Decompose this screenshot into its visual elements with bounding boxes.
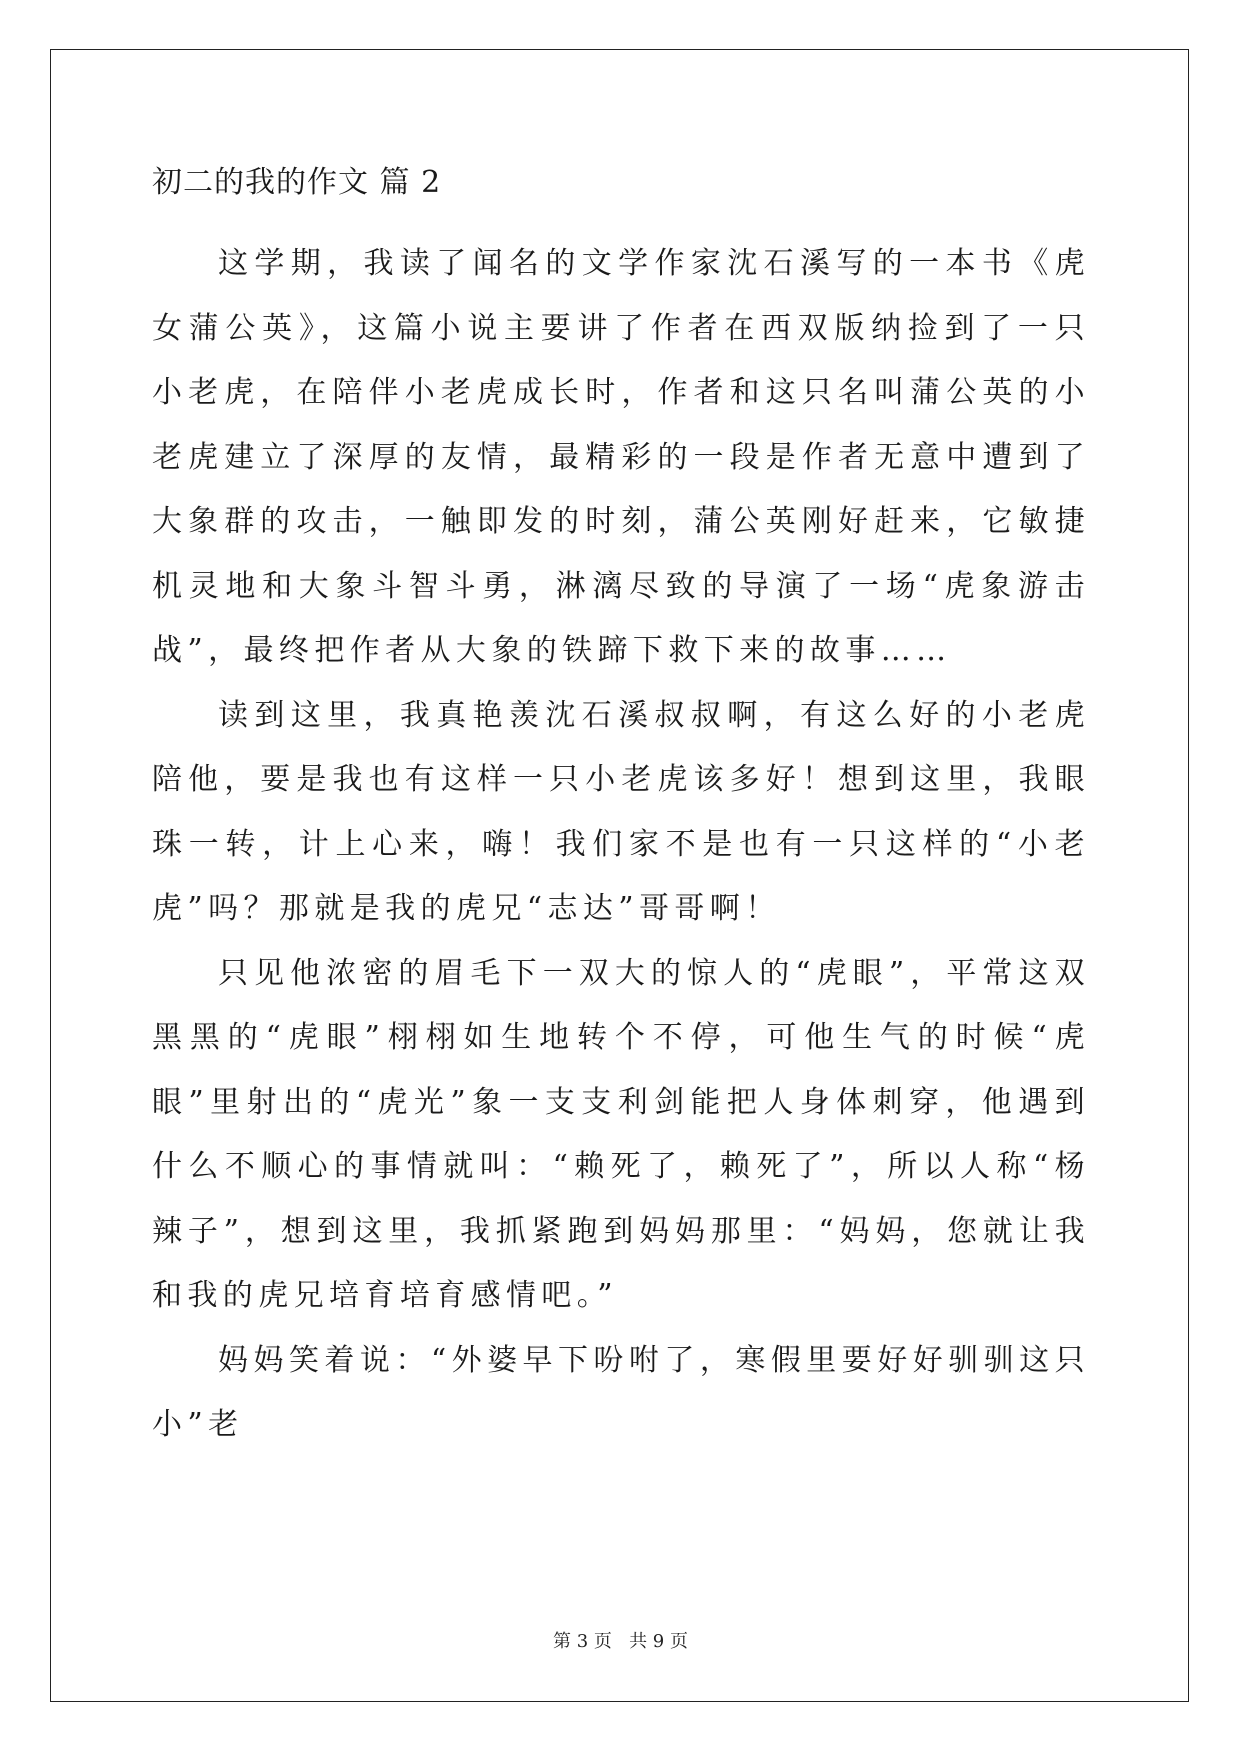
page-number-footer: 第 3 页 共 9 页	[553, 1631, 688, 1652]
paragraph-1: 这学期，我读了闻名的文学作家沈石溪写的一本书《虎女蒲公英》，这篇小说主要讲了作者在西双版纳捡到了一只小老虎，在陪伴小老虎成长时，作者和这只名叫蒲公英的小老虎建立了深厚的友情，最精彩的一段是作者无意中遭到了大象群的攻击，一触即发的时刻，蒲公英刚好赶来，它敏捷机灵地和大象斗智斗勇，淋漓尽致的导演了一场“虎象游击战”，最终把作者从大象的铁蹄下救下来的故事……	[152, 246, 1090, 668]
document-heading: 初二的我的作文 篇 2	[152, 165, 442, 200]
paragraph-2: 读到这里，我真艳羡沈石溪叔叔啊，有这么好的小老虎陪他，要是我也有这样一只小老虎该多好！想到这里，我眼珠一转，计上心来，嗨！我们家不是也有一只这样的“小老虎”吗？那就是我的虎兄“志达”哥哥啊！	[152, 697, 1090, 926]
document-body	[152, 165, 1090, 1458]
paragraph-4: 妈妈笑着说：“外婆早下吩咐了，寒假里要好好驯驯这只小”老	[152, 1342, 1090, 1442]
paragraph-3: 只见他浓密的眉毛下一双大的惊人的“虎眼”，平常这双黑黑的“虎眼”栩栩如生地转个不停，可他生气的时候“虎眼”里射出的“虎光”象一支支利剑能把人身体刺穿，他遇到什么不顺心的事情就叫：“赖死了，赖死了”，所以人称“杨辣子”，想到这里，我抓紧跑到妈妈那里：“妈妈，您就让我和我的虎兄培育培育感情吧。”	[152, 955, 1090, 1313]
